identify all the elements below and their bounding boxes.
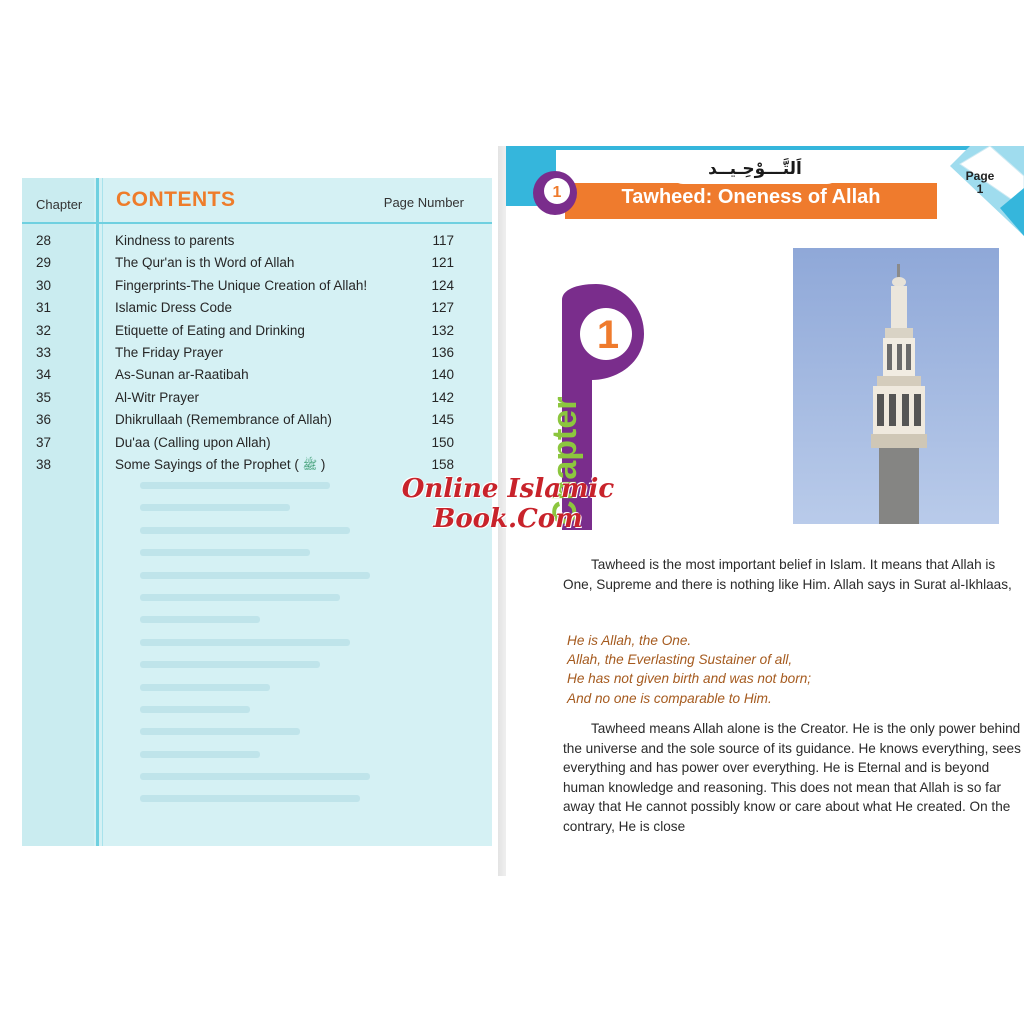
toc-row [22, 454, 492, 476]
toc-chapter-title: Islamic Dress Code [115, 300, 233, 316]
toc-chapter-title: As-Sunan ar-Raatibah [115, 367, 249, 383]
toc-chapter-title: The Friday Prayer [115, 344, 224, 360]
toc-page-number: 124 [431, 277, 454, 293]
toc-chapter-number: 30 [36, 277, 52, 293]
toc-title-text: Some Sayings of the Prophet ( [115, 456, 299, 472]
page-number-tab [964, 170, 996, 196]
toc-row [22, 364, 492, 386]
quote-line: He has not given birth and was not born; [567, 671, 812, 687]
toc-chapter-number: 33 [36, 344, 52, 360]
toc-row [22, 230, 492, 252]
emblem-number: 1 [596, 313, 620, 357]
toc-page-number: 121 [431, 255, 454, 271]
toc-page-number: 117 [432, 233, 454, 248]
toc-page-number: 140 [431, 367, 454, 383]
quote-line: He is Allah, the One. [567, 633, 692, 648]
toc-row [22, 409, 492, 431]
paragraph-2: Tawheed means Allah alone is the Creator. He is the only power behind the universe and the sole source of its guidance. He knows everything, sees everything and has power over everything. He is Eternal and is beyond human knowledge and reasoning. This does not mean that Allah is so far away that He cannot possibly know or care about what He created. On the contrary, He is close [563, 721, 1021, 834]
page-number: 1 [976, 182, 984, 196]
watermark-line-2: Book.Com [433, 504, 583, 534]
toc-title-suffix: ) [320, 456, 326, 472]
table-of-contents [22, 230, 492, 476]
toc-chapter-title: Kindness to parents [115, 233, 235, 248]
toc-page-number: 150 [431, 434, 454, 450]
toc-chapter-title: Du'aa (Calling upon Allah) [115, 434, 271, 450]
toc-page-number: 142 [431, 389, 454, 405]
minaret-photo [793, 248, 999, 524]
toc-page-number: 132 [431, 322, 454, 338]
header-divider [22, 222, 492, 224]
toc-chapter-number: 34 [36, 367, 52, 383]
contents-heading: CONTENTS [116, 188, 236, 211]
badge-number: 1 [552, 184, 562, 201]
toc-row [22, 342, 492, 364]
toc-page-number: 158 [431, 456, 454, 472]
toc-row [22, 297, 492, 319]
toc-chapter-number: 28 [36, 233, 52, 248]
toc-chapter-number: 37 [36, 434, 52, 450]
toc-chapter-title: Fingerprints-The Unique Creation of Allah! [115, 277, 368, 293]
toc-chapter-number: 31 [36, 300, 52, 316]
quote-line: And no one is comparable to Him. [567, 690, 772, 706]
toc-chapter-title: Al-Witr Prayer [115, 389, 199, 405]
quote-line: Allah, the Everlasting Sustainer of all, [567, 652, 793, 668]
arabic-title: اَلتَّـــوْحِـيــد [708, 159, 802, 179]
toc-chapter-title: The Qur'an is th Word of Allah [115, 255, 295, 271]
chapter-title: Tawheed: Oneness of Allah [621, 186, 881, 208]
watermark [392, 474, 624, 534]
toc-page-number: 145 [431, 412, 454, 428]
contents-header-chapter: Chapter [36, 197, 83, 212]
chapter-number-badge [532, 170, 578, 216]
quran-quote [567, 631, 1007, 708]
toc-chapter-number: 35 [36, 389, 52, 405]
toc-chapter-title [115, 457, 325, 475]
toc-chapter-number: 36 [36, 412, 52, 428]
pbuh-glyph: ﷺ [302, 457, 318, 472]
page-label: Page [965, 169, 995, 183]
toc-row [22, 252, 492, 274]
toc-chapter-number: 32 [36, 322, 52, 338]
toc-chapter-number: 29 [36, 255, 52, 271]
toc-row [22, 275, 492, 297]
toc-chapter-title: Etiquette of Eating and Drinking [115, 322, 305, 338]
chapter-word: Chapter [546, 396, 584, 525]
watermark-line-1: Online Islamic [401, 474, 615, 504]
toc-chapter-number: 38 [36, 456, 52, 472]
contents-header-page-number: Page Number [383, 195, 464, 210]
paragraph-1: Tawheed is the most important belief in Islam. It means that Allah is One, Supreme and there is nothing like Him. Allah says in Surat al-Ikhlaas, [563, 557, 1012, 592]
toc-page-number: 127 [431, 300, 454, 316]
toc-row [22, 320, 492, 342]
toc-row [22, 387, 492, 409]
toc-chapter-title: Dhikrullaah (Remembrance of Allah) [115, 412, 332, 428]
toc-row [22, 432, 492, 454]
toc-page-number: 136 [431, 344, 454, 360]
